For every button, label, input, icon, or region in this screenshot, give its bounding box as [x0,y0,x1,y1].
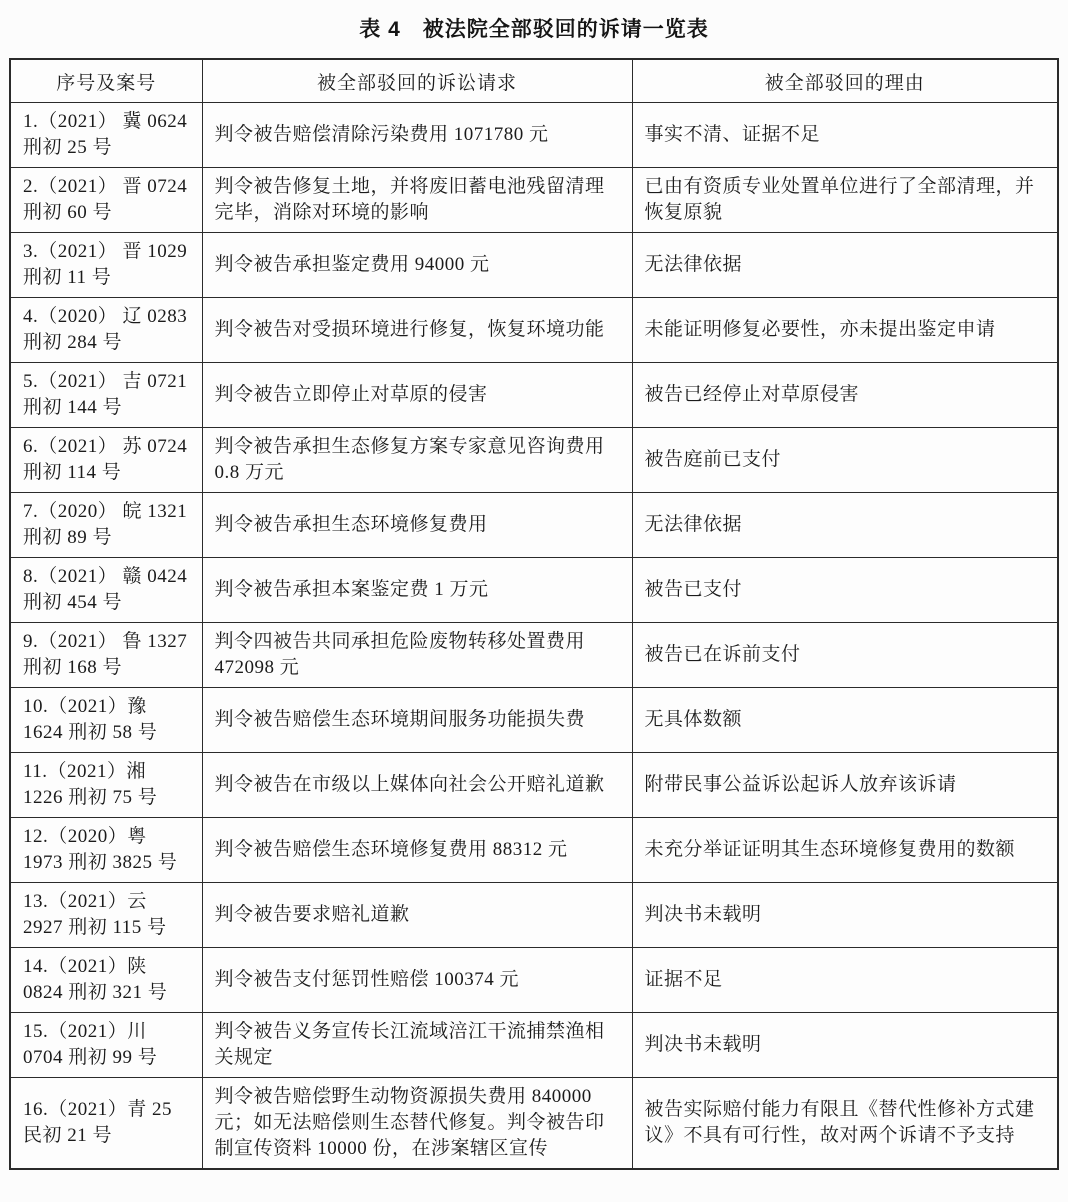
rejected-claims-table [9,58,1059,1170]
case-number-cell: 13.（2021）云 2927 刑初 115 号 [10,883,202,948]
reason-cell: 未充分举证证明其生态环境修复费用的数额 [632,818,1058,883]
table-row [10,493,1058,558]
table-header [10,59,1058,103]
claim-cell: 判令被告在市级以上媒体向社会公开赔礼道歉 [202,753,632,818]
page-title: 表 4 被法院全部驳回的诉请一览表 [359,18,709,41]
case-number-cell: 6.（2021） 苏 0724 刑初 114 号 [10,428,202,493]
claim-cell: 判令被告赔偿野生动物资源损失费用 840000 元；如无法赔偿则生态替代修复。判令被告印制宣传资料 10000 份，在涉案辖区宣传 [202,1078,632,1170]
table-row [10,103,1058,168]
table-row [10,168,1058,233]
reason-cell: 被告庭前已支付 [632,428,1058,493]
claim-cell: 判令被告承担生态环境修复费用 [202,493,632,558]
header-rejection-reason: 被全部驳回的理由 [632,59,1058,103]
reason-cell: 被告已经停止对草原侵害 [632,363,1058,428]
claim-cell: 判令被告承担生态修复方案专家意见咨询费用 0.8 万元 [202,428,632,493]
reason-cell: 被告实际赔付能力有限且《替代性修补方式建议》不具有可行性，故对两个诉请不予支持 [632,1078,1058,1170]
reason-cell: 判决书未载明 [632,883,1058,948]
claim-cell: 判令被告赔偿生态环境期间服务功能损失费 [202,688,632,753]
claim-cell: 判令被告对受损环境进行修复，恢复环境功能 [202,298,632,363]
case-number-cell: 8.（2021） 赣 0424 刑初 454 号 [10,558,202,623]
table-row [10,558,1058,623]
table-body [10,103,1058,1170]
header-rejected-claim: 被全部驳回的诉讼请求 [202,59,632,103]
claim-cell: 判令被告要求赔礼道歉 [202,883,632,948]
case-number-cell: 7.（2020） 皖 1321 刑初 89 号 [10,493,202,558]
reason-cell: 未能证明修复必要性，亦未提出鉴定申请 [632,298,1058,363]
case-number-cell: 1.（2021） 冀 0624 刑初 25 号 [10,103,202,168]
reason-cell: 被告已在诉前支付 [632,623,1058,688]
table-row [10,623,1058,688]
claim-cell: 判令被告义务宣传长江流域涪江干流捕禁渔相关规定 [202,1013,632,1078]
table-row [10,883,1058,948]
case-number-cell: 10.（2021）豫 1624 刑初 58 号 [10,688,202,753]
table-row [10,428,1058,493]
case-number-cell: 5.（2021） 吉 0721 刑初 144 号 [10,363,202,428]
reason-cell: 无法律依据 [632,493,1058,558]
table-row [10,363,1058,428]
claim-cell: 判令被告赔偿清除污染费用 1071780 元 [202,103,632,168]
case-number-cell: 11.（2021）湘 1226 刑初 75 号 [10,753,202,818]
case-number-cell: 3.（2021） 晋 1029 刑初 11 号 [10,233,202,298]
table-row [10,1078,1058,1170]
case-number-cell: 16.（2021）青 25 民初 21 号 [10,1078,202,1170]
reason-cell: 已由有资质专业处置单位进行了全部清理，并恢复原貌 [632,168,1058,233]
header-case-number: 序号及案号 [10,59,202,103]
table-row [10,233,1058,298]
reason-cell: 证据不足 [632,948,1058,1013]
reason-cell: 被告已支付 [632,558,1058,623]
header-row [10,59,1058,103]
case-number-cell: 9.（2021） 鲁 1327 刑初 168 号 [10,623,202,688]
case-number-cell: 14.（2021）陕 0824 刑初 321 号 [10,948,202,1013]
reason-cell: 无法律依据 [632,233,1058,298]
table-row [10,753,1058,818]
claim-cell: 判令被告修复土地，并将废旧蓄电池残留清理完毕，消除对环境的影响 [202,168,632,233]
table-row [10,948,1058,1013]
reason-cell: 无具体数额 [632,688,1058,753]
claim-cell: 判令被告立即停止对草原的侵害 [202,363,632,428]
case-number-cell: 4.（2020） 辽 0283 刑初 284 号 [10,298,202,363]
table-row [10,1013,1058,1078]
table-row [10,688,1058,753]
claim-cell: 判令被告赔偿生态环境修复费用 88312 元 [202,818,632,883]
reason-cell: 附带民事公益诉讼起诉人放弃该诉请 [632,753,1058,818]
reason-cell: 事实不清、证据不足 [632,103,1058,168]
reason-cell: 判决书未载明 [632,1013,1058,1078]
table-row [10,298,1058,363]
claim-cell: 判令被告支付惩罚性赔偿 100374 元 [202,948,632,1013]
table-row [10,818,1058,883]
case-number-cell: 12.（2020）粤 1973 刑初 3825 号 [10,818,202,883]
claim-cell: 判令被告承担本案鉴定费 1 万元 [202,558,632,623]
case-number-cell: 15.（2021）川 0704 刑初 99 号 [10,1013,202,1078]
claim-cell: 判令被告承担鉴定费用 94000 元 [202,233,632,298]
case-number-cell: 2.（2021） 晋 0724 刑初 60 号 [10,168,202,233]
claim-cell: 判令四被告共同承担危险废物转移处置费用 472098 元 [202,623,632,688]
